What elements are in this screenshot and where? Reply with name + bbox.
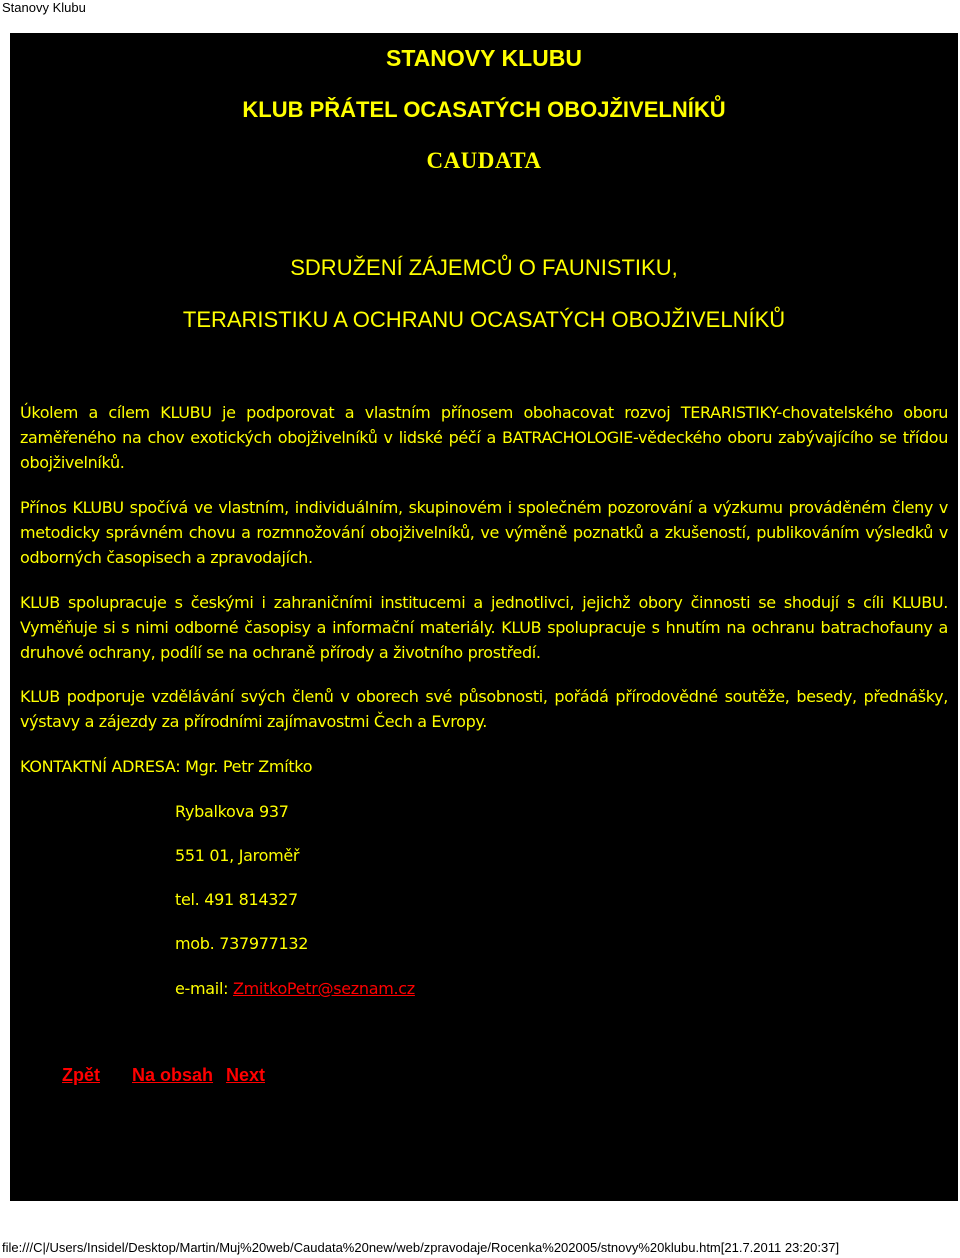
paragraph-contribution: Přínos KLUBU spočívá ve vlastním, individuálním, skupinovém i společném pozorování a výzkumu prováděném členy v metodicky správném chovu a rozmnožování obojživelníků, ve výměně poznatků a zkušeností, publikováním výsledků v odborných časopisech a zpravodajích. [20, 498, 948, 567]
club-short-name: CAUDATA [426, 148, 542, 173]
page-title: STANOVY KLUBU [386, 45, 582, 71]
email-link[interactable]: ZmitkoPetr@seznam.cz [232, 979, 415, 998]
paragraph-goals: Úkolem a cílem KLUBU je podporovat a vlastním přínosem obohacovat rozvoj TERARISTIKY-chovatelského oboru zaměřeného na chov exotických obojživelníků v lidské péčí a BATRACHOLOGIE-vědeckého oboru zabývajícího se třídou obojživelníků. [20, 403, 948, 472]
content-panel [10, 33, 958, 1201]
back-link[interactable]: Zpět [62, 1065, 100, 1085]
subtitle-line-1: SDRUŽENÍ ZÁJEMCŮ O FAUNISTIKU, [290, 255, 678, 280]
print-footer-url: file:///C|/Users/Insidel/Desktop/Martin/Muj%20web/Caudata%20new/web/zpravodaje/Rocenka%202005/stnovy%20klubu.htm[21.7.2011 23:20:37] [2, 1240, 840, 1255]
paragraph-education: KLUB podporuje vzdělávání svých členů v oborech své působnosti, pořádá přírodovědné soutěže, besedy, přednášky, výstavy a zájezdy za přírodními zajímavostmi Čech a Evropy. [20, 687, 948, 731]
paragraph-cooperation: KLUB spolupracuje s českými i zahraničními institucemi a jednotlivci, jejichž obory činnosti se shodují s cíli KLUBU. Vyměňuje si s nimi odborné časopisy a informační materiály. KLUB spolupracuje s hnutím na ochranu batrachofauny a druhové ochrany, podílí se na ochraně přírody a životního prostředí. [20, 593, 948, 662]
contact-street: Rybalkova 937 [175, 802, 289, 821]
contact-email-label: e-mail: [175, 979, 233, 998]
contact-mobile: mob. 737977132 [175, 934, 309, 953]
contact-heading: KONTAKTNÍ ADRESA: Mgr. Petr Zmítko [20, 757, 313, 776]
contact-email-row [175, 976, 415, 1001]
table-of-contents-link[interactable]: Na obsah [132, 1065, 214, 1085]
print-header: Stanovy Klubu [2, 0, 86, 15]
club-name: KLUB PŘÁTEL OCASATÝCH OBOJŽIVELNÍKŮ [242, 97, 726, 122]
contact-city: 551 01, Jaroměř [175, 846, 300, 865]
subtitle-line-2: TERARISTIKU A OCHRANU OCASATÝCH OBOJŽIVELNÍKŮ [182, 307, 786, 332]
next-link[interactable]: Next [226, 1065, 266, 1085]
contact-phone: tel. 491 814327 [175, 890, 298, 909]
